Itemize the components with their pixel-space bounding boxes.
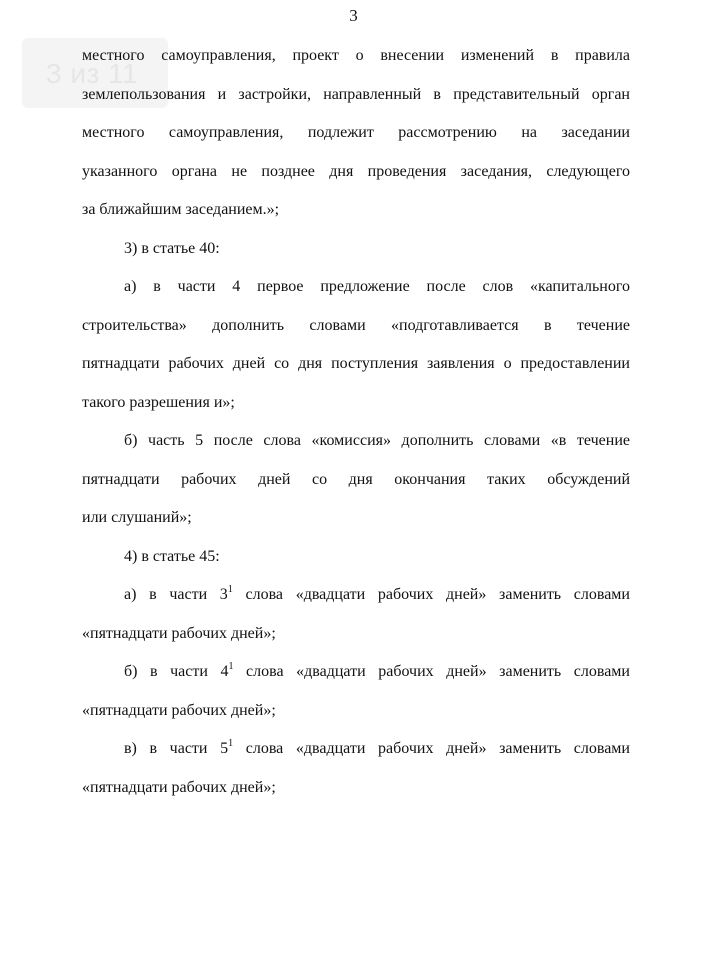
text-line: а) в части 4 первое предложение после слов «капитального [124,278,630,295]
text-line: пятнадцати рабочих дней со дня окончания таких обсуждений [82,471,630,488]
text-line: указанного органа не позднее дня проведения заседания, следующего [82,163,630,180]
text-line: такого разрешения и»; [82,394,235,411]
page-counter-text: 3 из 11 [46,58,139,89]
page-number: 3 [349,6,358,25]
text-line: б) часть 5 после слова «комиссия» дополнить словами «в течение [124,432,630,449]
text-line: за ближайшим заседанием.»; [82,201,280,218]
text-line: местного самоуправления, подлежит рассмотрению на заседании [82,124,630,141]
text-line: 4) в статье 45: [124,548,220,565]
text-line: 3) в статье 40: [124,240,220,257]
superscript: 1 [227,583,233,595]
superscript: 1 [228,660,234,672]
text-line: или слушаний»; [82,509,192,526]
text-line: строительства» дополнить словами «подготавливается в течение [82,317,630,334]
text-line [82,730,630,769]
superscript: 1 [228,737,234,749]
text-line: местного самоуправления, проект о внесении изменений в правила [82,47,630,64]
text-fragment: слова «двадцати рабочих дней» заменить словами [233,740,630,757]
text-line: «пятнадцати рабочих дней»; [82,779,276,796]
text-fragment: а) в части 3 [124,586,228,603]
text-fragment: в) в части 5 [124,740,229,757]
text-fragment: б) в части 4 [124,663,229,680]
text-line: «пятнадцати рабочих дней»; [82,625,276,642]
text-line: «пятнадцати рабочих дней»; [82,702,276,719]
text-line [82,653,630,692]
text-fragment: слова «двадцати рабочих дней» заменить словами [233,663,630,680]
text-line [82,576,630,615]
text-line: землепользования и застройки, направленный в представительный орган [82,86,630,103]
text-line: пятнадцати рабочих дней со дня поступления заявления о предоставлении [82,355,630,372]
text-fragment: слова «двадцати рабочих дней» заменить словами [232,586,630,603]
